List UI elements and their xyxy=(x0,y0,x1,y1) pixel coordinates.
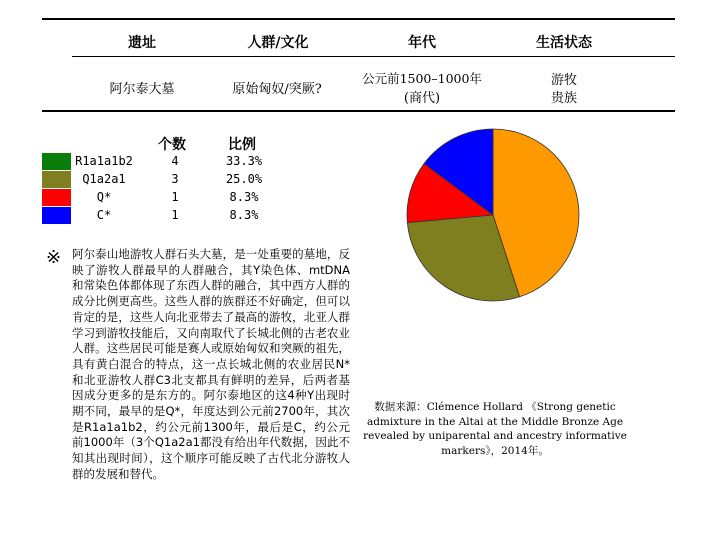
table-header-rule xyxy=(72,56,675,57)
legend-swatch-q1a2a1 xyxy=(42,171,71,188)
legend-count-q1a2a1: 3 xyxy=(171,172,179,186)
legend-count-r1a1a1b2: 4 xyxy=(171,154,179,168)
legend-ratio-header: 比例 xyxy=(228,137,256,153)
header-people: 人群/文化 xyxy=(247,35,309,51)
haplogroup-pie-chart xyxy=(395,110,595,320)
source-citation: 数据来源：Clémence Hollard 《Strong genetic admixture in the Altai at the Middle Bronze Age revealed by uniparental and ancestry informative markers》，2014年。 xyxy=(363,401,627,457)
legend-label-q: Q* xyxy=(96,190,112,204)
note-mark: ※ xyxy=(46,247,62,268)
legend-label-c: C* xyxy=(96,208,112,222)
legend-count-q: 1 xyxy=(171,190,179,204)
legend-ratio-c: 8.3% xyxy=(229,208,259,222)
legend-ratio-q1a2a1: 25.0% xyxy=(225,172,263,186)
row-life-line2: 贵族 xyxy=(550,91,577,106)
header-site: 遗址 xyxy=(128,35,156,51)
header-date: 年代 xyxy=(408,35,436,51)
legend-count-header: 个数 xyxy=(158,137,186,153)
legend-swatch-c xyxy=(42,207,71,224)
row-people: 原始匈奴/突厥? xyxy=(232,82,322,97)
legend-label-r1a1a1b2: R1a1a1b2 xyxy=(75,154,133,168)
row-site: 阿尔泰大墓 xyxy=(109,82,175,97)
row-date-line1: 公元前1500–1000年 xyxy=(362,71,482,86)
legend-ratio-q: 8.3% xyxy=(229,190,259,204)
table-top-rule xyxy=(42,18,675,20)
header-life: 生活状态 xyxy=(536,35,592,51)
legend-count-c: 1 xyxy=(171,208,179,222)
row-life-line1: 游牧 xyxy=(550,73,577,88)
legend-swatch-q xyxy=(42,189,71,206)
note-text: 阿尔泰山地游牧人群石头大墓，是一处重要的墓地，反映了游牧人群最早的人群融合，其Y染色体、mtDNA和常染色体都体现了东西人群的融合，其中西方人群的成分比例更高些。这些人群的族群还不好确定，但可以肯定的是，这些人向北亚带去了最高的游牧，北亚人群学习到游牧技能后，又向南取代了长城北侧的古老农业人群。这些居民可能是赛人或原始匈奴和突厥的祖先，具有黄白混合的特点，这一点长城北侧的农业居民N*和北亚游牧人群C3北支都具有鲜明的差异，后两者基因成分更多的是东方的。阿尔泰地区的这4种Y出现时期不同，最早的是Q*，年度达到公元前2700年，其次是R1a1a1b2，约公元前1300年，最后是C，约公元前1000年（3个Q1a2a1都没有给出年代数据，因此不知其出现时间），这个顺序可能反映了古代北分游牧人群的发展和替代。 xyxy=(72,247,350,481)
row-date-line2: (商代) xyxy=(403,91,441,106)
legend-ratio-r1a1a1b2: 33.3% xyxy=(225,154,263,168)
legend-label-q1a2a1: Q1a2a1 xyxy=(82,172,126,186)
legend-swatch-r1a1a1b2 xyxy=(42,153,71,170)
